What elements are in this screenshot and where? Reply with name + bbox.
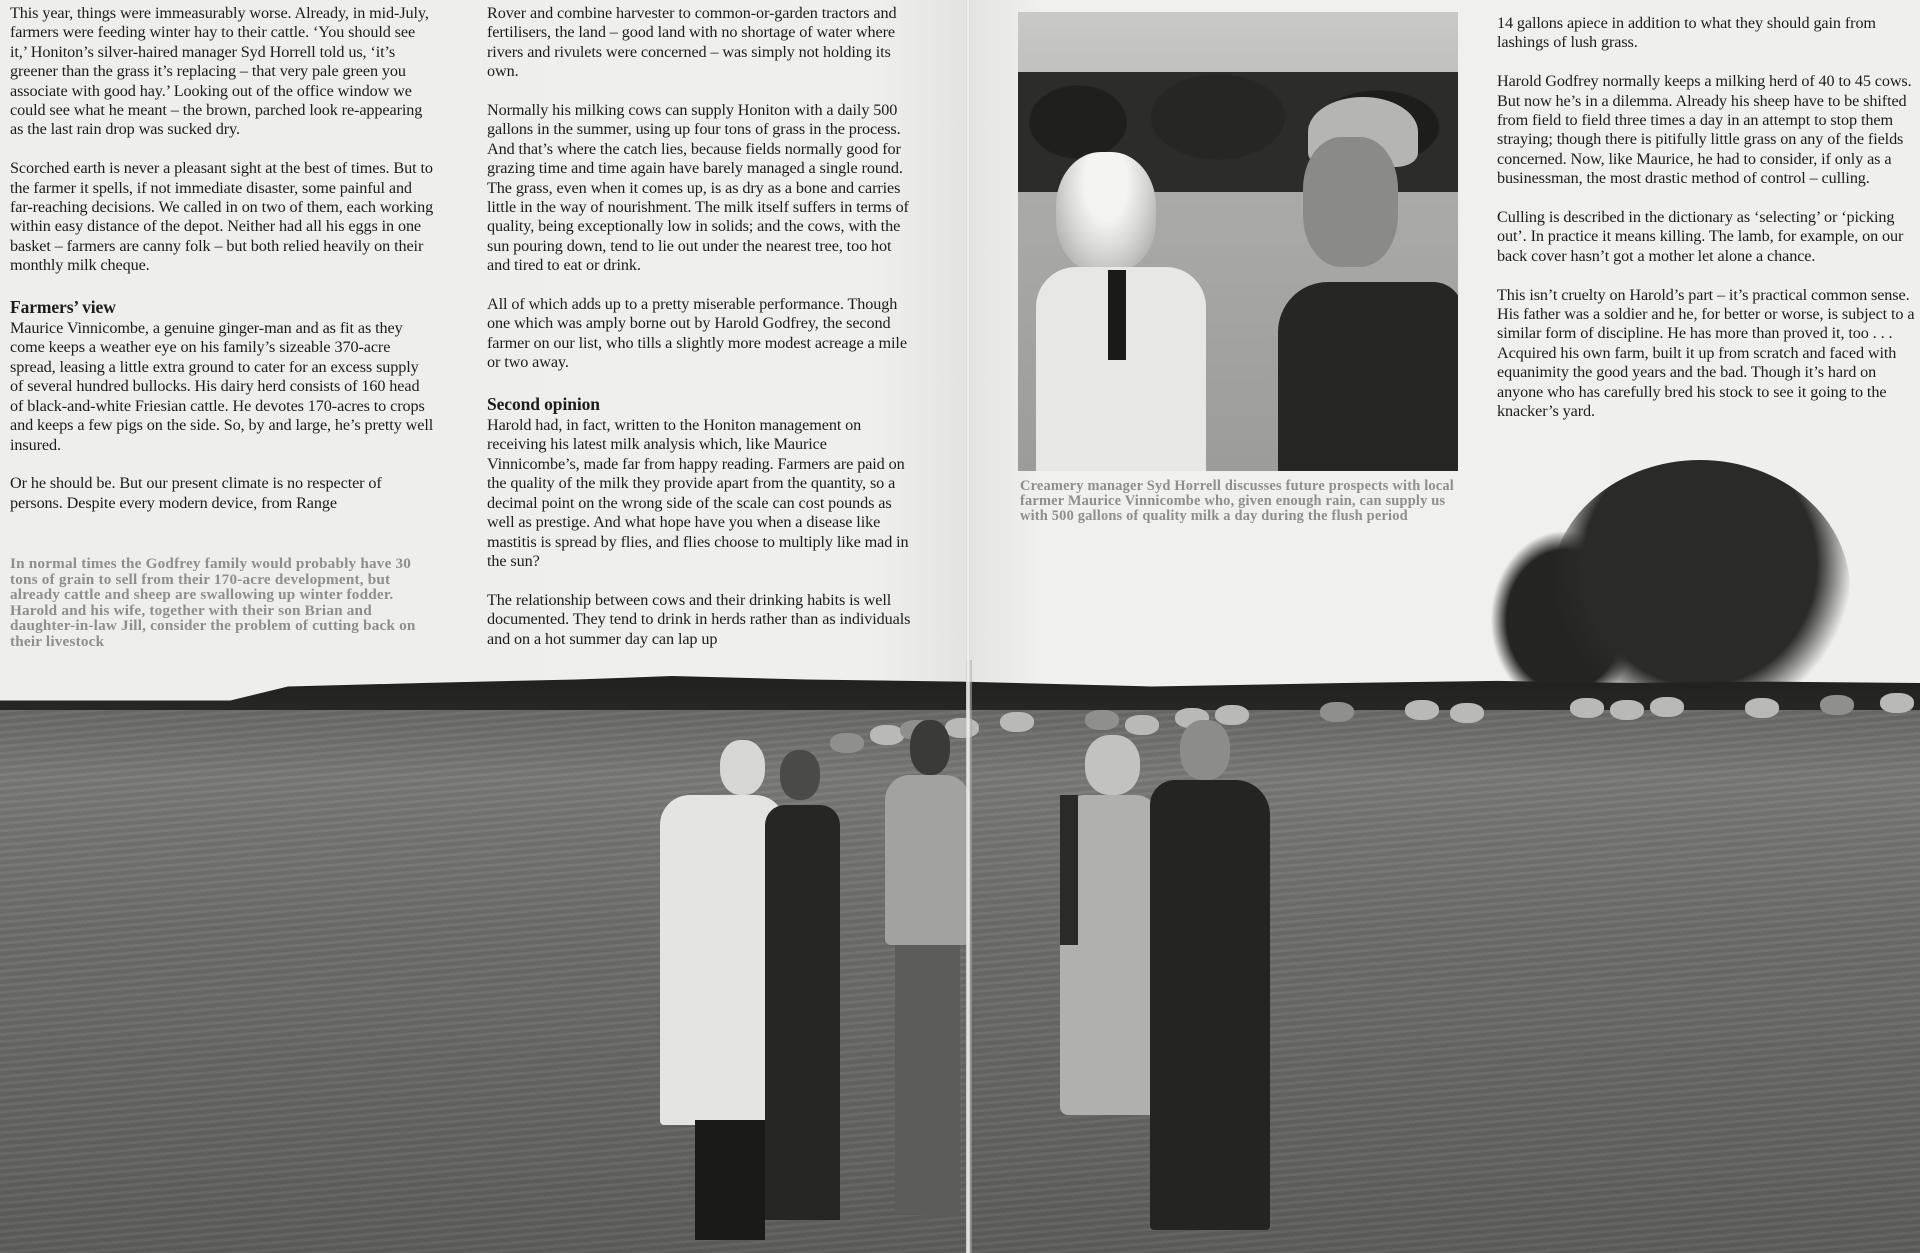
paragraph: Normally his milking cows can supply Honiton with a daily 500 gallons in the summer, using up four tons of grass in the process. And that’s where the catch lies, because fields normally good for grazing time and time again have barely managed a single round. The grass, even when it comes up, is as dry as a bone and carries little in the way of nourishment. The milk itself suffers in terms of quality, being exceptionally low in solids; and the cows, with the sun pouring down, tend to lie out under the nearest tree, too hot and tired to eat or drink.: [487, 101, 909, 275]
page-gutter: [966, 0, 970, 1253]
paragraph: This year, things were immeasurably worse. Already, in mid-July, farmers were feeding winter hay to their cattle. ‘You should see it,’ Honiton’s silver-haired manager Syd Horrell told us, ‘it’s greener than the grass it’s replacing – that very pale green you associate with good hay.’ Looking out of the office window we could see what he meant – the brown, parched look re-appearing as the last rain drop was sucked dry.: [10, 4, 429, 139]
paragraph: Culling is described in the dictionary as ‘selecting’ or ‘picking out’. In practice it means killing. The lamb, for example, on our back cover hasn’t got a mother let alone a chance.: [1497, 208, 1904, 265]
article-column-1: [10, 4, 435, 533]
sheep: [1000, 712, 1034, 732]
portrait-photo: [1018, 12, 1458, 471]
person-woman-floral-dress: [1060, 735, 1160, 1215]
person-dark-sweater: [760, 750, 840, 1220]
field-photo: [0, 640, 1920, 1253]
person-light-sweater: [885, 720, 970, 1220]
paragraph: Harold Godfrey normally keeps a milking herd of 40 to 45 cows. But now he’s in a dilemma. Already his sheep have to be shifted from field to field three times a day in an attempt to stop them straying; though there is pitifully little grass on any of the fields concerned. Now, like Maurice, he had to consider, if only as a businessman, the most drastic method of control – culling.: [1497, 72, 1912, 188]
article-column-3: [1497, 14, 1920, 441]
section-heading-second-opinion: Second opinion: [487, 394, 600, 415]
sheep: [1405, 700, 1439, 720]
section-heading-farmers-view: Farmers’ view: [10, 297, 116, 318]
paragraph: Or he should be. But our present climate is no respecter of persons. Despite every modern device, from Range: [10, 474, 382, 512]
sheep: [1650, 697, 1684, 717]
paragraph: This isn’t cruelty on Harold’s part – it’s practical common sense. His father was a soldier and he, for better or worse, is subject to a similar form of discipline. He has more than proved it, too . . . Acquired his own farm, built it up from scratch and faced with equanimity the good years and the bad. Though it’s hard on anyone who has carefully bred his stock to see it going to the knacker’s yard.: [1497, 285, 1915, 421]
sheep: [1610, 700, 1644, 720]
sheep: [1880, 693, 1914, 713]
portrait-photo-caption: Creamery manager Syd Horrell discusses future prospects with local farmer Maurice Vinnicombe who, given enough rain, can supply us with 500 gallons of quality milk a day during the flush period: [1020, 478, 1454, 525]
sheep: [1085, 710, 1119, 730]
paragraph: All of which adds up to a pretty miserable performance. Though one which was amply borne out by Harold Godfrey, the second farmer on our list, who tills a slightly more modest acreage a mile or two away.: [487, 295, 907, 372]
paragraph: Maurice Vinnicombe, a genuine ginger-man and as fit as they come keeps a weather eye on his family’s sizeable 370-acre spread, leasing a little extra ground to cater for an excess supply of several hundred bullocks. His dairy herd consists of 160 head of black-and-white Friesian cattle. He devotes 170-acres to crops and keeps a few pigs on the side. So, by and large, he’s pretty well insured.: [10, 319, 434, 454]
sheep: [1320, 702, 1354, 722]
paragraph: Harold had, in fact, written to the Honiton management on receiving his latest milk analysis which, like Maurice Vinnicombe’s, made far from happy reading. Farmers are paid on the quality of the milk they provide apart from the quantity, so a decimal point on the wrong side of the scale can cost pounds as well as prestige. And what hope have you when a disease like mastitis is spread by flies, and flies choose to multiply like mad in the sun?: [487, 416, 909, 570]
paragraph: 14 gallons apiece in addition to what they should gain from lashings of lush grass.: [1497, 14, 1876, 52]
sheep: [1570, 698, 1604, 718]
tree: [1550, 460, 1850, 720]
paragraph: Scorched earth is never a pleasant sight at the best of times. But to the farmer it spells, if not immediate disaster, some painful and far-reaching decisions. We called in on two of them, each working within easy distance of the depot. Neither had all his eggs in one basket – farmers are canny folk – but both relied heavily on their monthly milk cheque.: [10, 159, 434, 275]
man-white-coat: [1036, 152, 1211, 471]
sheep: [1450, 703, 1484, 723]
paragraph: The relationship between cows and their drinking habits is well documented. They tend to drink in herds rather than as individuals and on a hot summer day can lap up: [487, 590, 911, 648]
article-column-2: [487, 4, 912, 668]
young-man-dark-shirt: [1268, 97, 1458, 471]
field-photo-caption: In normal times the Godfrey family would probably have 30 tons of grain to sell from their 170-acre development, but already cattle and sheep are swallowing up winter fodder. Harold and his wife, together with their son Brian and daughter-in-law Jill, consider the problem of cutting back on their livestock: [10, 555, 416, 650]
paragraph: Rover and combine harvester to common-or-garden tractors and fertilisers, the land – good land with no shortage of water where rivers and rivulets were concerned – was simply not holding its own.: [487, 4, 897, 81]
person-dark-jacket: [1150, 720, 1270, 1230]
sheep: [1745, 698, 1779, 718]
sheep: [1820, 695, 1854, 715]
